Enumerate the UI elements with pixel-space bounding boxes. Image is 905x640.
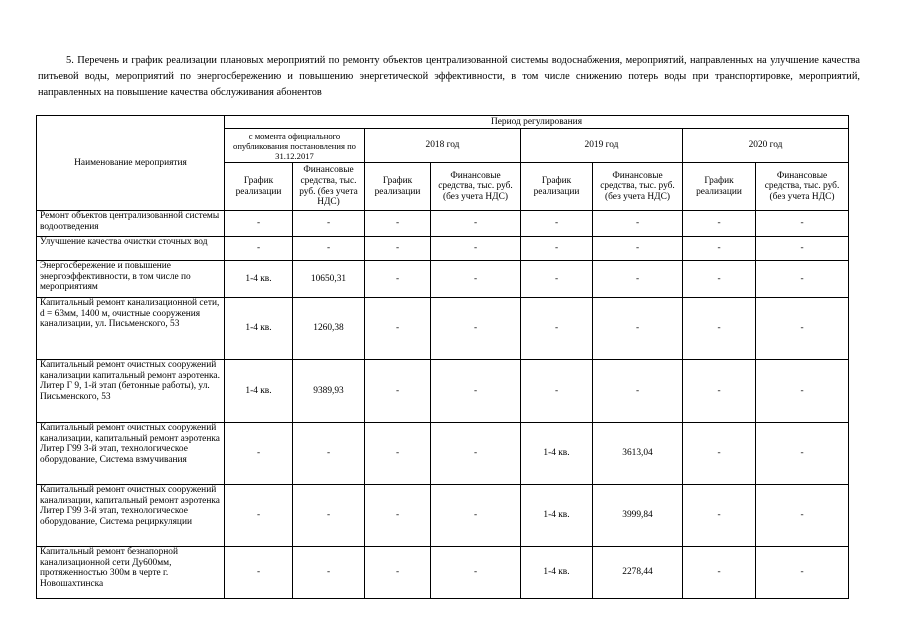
finance-cell: -: [593, 211, 683, 237]
schedule-cell: -: [365, 298, 431, 360]
schedule-cell: -: [683, 547, 756, 599]
finance-cell: -: [431, 211, 521, 237]
period-header-2018: 2018 год: [365, 129, 521, 163]
period-header: Период регулирования: [225, 116, 849, 129]
schedule-cell: -: [521, 237, 593, 261]
subheader-schedule: График реализации: [365, 163, 431, 211]
finance-cell: -: [756, 485, 849, 547]
schedule-cell: -: [521, 298, 593, 360]
measure-name: Ремонт объектов централизованной системы водоотведения: [37, 211, 225, 237]
schedule-cell: -: [225, 547, 293, 599]
table-row: [37, 237, 849, 261]
schedule-cell: -: [365, 547, 431, 599]
finance-cell: 2278,44: [593, 547, 683, 599]
finance-cell: -: [293, 485, 365, 547]
finance-cell: -: [431, 485, 521, 547]
schedule-cell: -: [683, 485, 756, 547]
schedule-cell: -: [365, 485, 431, 547]
schedule-cell: -: [683, 211, 756, 237]
schedule-cell: 1-4 кв.: [521, 485, 593, 547]
table-row: [37, 423, 849, 485]
subheader-schedule: График реализации: [521, 163, 593, 211]
finance-cell: -: [593, 261, 683, 298]
finance-cell: 3999,84: [593, 485, 683, 547]
finance-cell: -: [431, 360, 521, 423]
table-row: [37, 360, 849, 423]
measures-table: [36, 115, 849, 599]
finance-cell: -: [593, 360, 683, 423]
schedule-cell: 1-4 кв.: [521, 423, 593, 485]
finance-cell: -: [756, 237, 849, 261]
schedule-cell: -: [365, 423, 431, 485]
schedule-cell: 1-4 кв.: [521, 547, 593, 599]
finance-cell: -: [756, 211, 849, 237]
name-column-header: Наименование мероприятия: [37, 116, 225, 211]
subheader-finance: Финансовые средства, тыс. руб. (без учета НДС): [756, 163, 849, 211]
finance-cell: -: [431, 261, 521, 298]
schedule-cell: -: [365, 261, 431, 298]
schedule-cell: -: [683, 237, 756, 261]
table-row: [37, 261, 849, 298]
finance-cell: -: [431, 298, 521, 360]
schedule-cell: -: [683, 298, 756, 360]
finance-cell: -: [756, 547, 849, 599]
measure-name: Капитальный ремонт очистных сооружений канализации, капитальный ремонт аэротенка Литер Г99 3-й этап, технологическое оборудование, Система рециркуляции: [37, 485, 225, 547]
finance-cell: -: [293, 547, 365, 599]
finance-cell: -: [293, 423, 365, 485]
schedule-cell: 1-4 кв.: [225, 261, 293, 298]
table-row: [37, 485, 849, 547]
finance-cell: -: [293, 237, 365, 261]
finance-cell: -: [756, 423, 849, 485]
period-header-2020: 2020 год: [683, 129, 849, 163]
subheader-finance: Финансовые средства, тыс. руб. (без учета НДС): [593, 163, 683, 211]
schedule-cell: 1-4 кв.: [225, 298, 293, 360]
schedule-cell: -: [225, 485, 293, 547]
schedule-cell: -: [521, 360, 593, 423]
finance-cell: -: [431, 423, 521, 485]
period-header-initial: с момента официального опубликования постановления по 31.12.2017: [225, 129, 365, 163]
table-row: [37, 547, 849, 599]
finance-cell: -: [756, 298, 849, 360]
subheader-finance: Финансовые средства, тыс. руб. (без учета НДС): [293, 163, 365, 211]
table-row: [37, 211, 849, 237]
subheader-finance: Финансовые средства, тыс. руб. (без учета НДС): [431, 163, 521, 211]
finance-cell: -: [756, 261, 849, 298]
measure-name: Капитальный ремонт очистных сооружений канализации, капитальный ремонт аэротенка Литер Г99 3-й этап, технологическое оборудование, Система взмучивания: [37, 423, 225, 485]
finance-cell: 10650,31: [293, 261, 365, 298]
finance-cell: -: [431, 547, 521, 599]
finance-cell: 9389,93: [293, 360, 365, 423]
table-row: [37, 298, 849, 360]
schedule-cell: -: [225, 423, 293, 485]
measure-name: Улучшение качества очистки сточных вод: [37, 237, 225, 261]
schedule-cell: -: [225, 237, 293, 261]
subheader-schedule: График реализации: [225, 163, 293, 211]
subheader-schedule: График реализации: [683, 163, 756, 211]
finance-cell: 1260,38: [293, 298, 365, 360]
measure-name: Капитальный ремонт очистных сооружений канализации капитальный ремонт аэротенка. Литер Г 9, 1-й этап (бетонные работы), ул. Письменского, 53: [37, 360, 225, 423]
schedule-cell: 1-4 кв.: [225, 360, 293, 423]
schedule-cell: -: [683, 360, 756, 423]
section-heading: 5. Перечень и график реализации плановых мероприятий по ремонту объектов централизованной системы водоснабжения, мероприятий, направленных на улучшение качества питьевой воды, мероприятий по энергосбережению и повышению энергетической эффективности, в том числе снижению потерь воды при транспортировке, мероприятий, направленных на повышение качества обслуживания абонентов: [38, 55, 860, 99]
schedule-cell: -: [365, 237, 431, 261]
finance-cell: -: [756, 360, 849, 423]
finance-cell: -: [593, 237, 683, 261]
finance-cell: 3613,04: [593, 423, 683, 485]
schedule-cell: -: [365, 211, 431, 237]
schedule-cell: -: [683, 261, 756, 298]
finance-cell: -: [431, 237, 521, 261]
schedule-cell: -: [521, 211, 593, 237]
schedule-cell: -: [365, 360, 431, 423]
measure-name: Капитальный ремонт канализационной сети, d = 63мм, 1400 м, очистные сооружения канализации, ул. Письменского, 53: [37, 298, 225, 360]
schedule-cell: -: [225, 211, 293, 237]
schedule-cell: -: [683, 423, 756, 485]
measure-name: Капитальный ремонт безнапорной канализационной сети Ду600мм, протяженностью 300м в черте г. Новошахтинска: [37, 547, 225, 599]
finance-cell: -: [593, 298, 683, 360]
measure-name: Энергосбережение и повышение энергоэффективности, в том числе по мероприятиям: [37, 261, 225, 298]
finance-cell: -: [293, 211, 365, 237]
schedule-cell: -: [521, 261, 593, 298]
period-header-2019: 2019 год: [521, 129, 683, 163]
